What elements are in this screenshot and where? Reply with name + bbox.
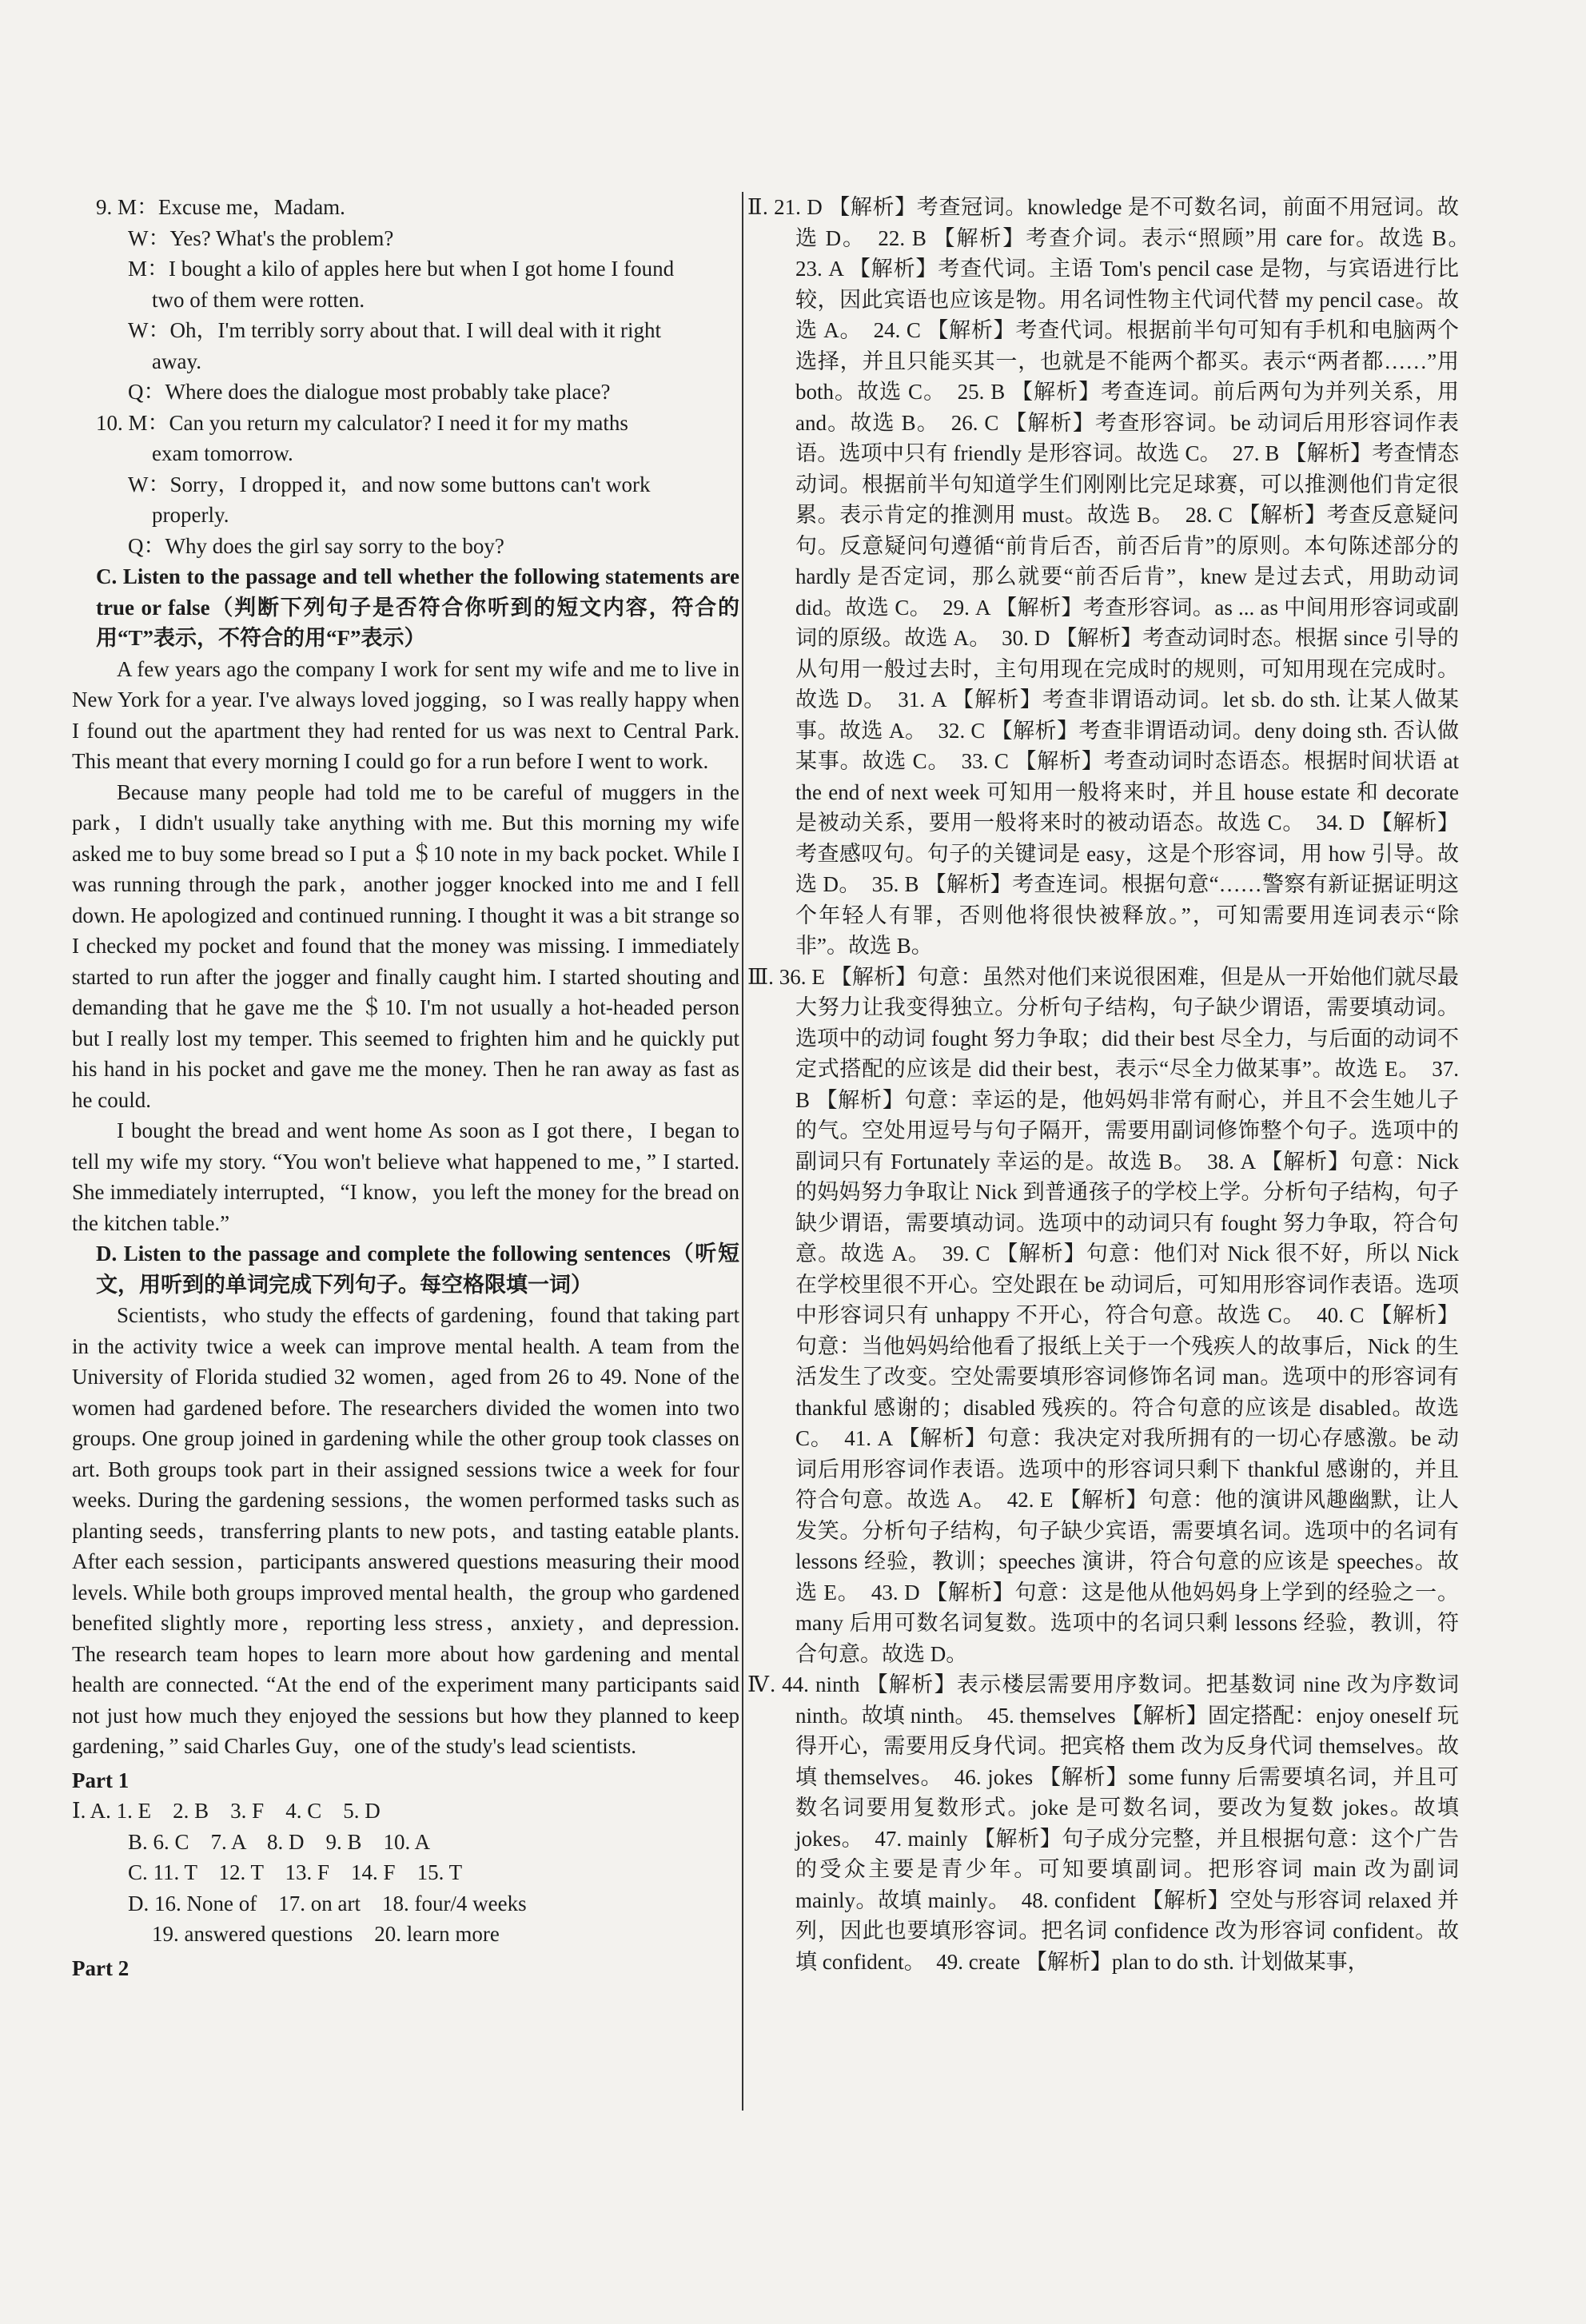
passage-c-paragraph: Because many people had told me to be careful of muggers in the park，I didn't usually take anything with me. But this morning my wife asked me to buy some bread so I put a ＄10 note in my back pocket. While I was running through the park，another jogger knocked into me and I fell down. He apologized and continued running. I thought it was a bit strange so I checked my pocket and found that the money was missing. I immediately started to run after the jogger and finally caught him. I started shouting and demanding that he gave me the ＄10. I'm not usually a hot-headed person but I really lost my temper. This seemed to frighten him and he quickly put his hand in his pocket and gave me the money. Then he ran away as fast as he could. xyxy=(72,779,739,1112)
passage-c-paragraph: A few years ago the company I work for sent my wife and me to live in New York for a year. I've always loved jogging，so I was really happy when I found out the apartment they had rented for us was next to Central Park. This meant that every morning I could go for a run before I went to work. xyxy=(72,656,739,773)
passage-c-paragraph: I bought the bread and went home As soon as I got there，I began to tell my wife my story. “You won't believe what happened to me，” I started. She immediately interrupted，“I know，you left the money for the bread on the kitchen table.” xyxy=(72,1118,739,1235)
dialogue-line: W：Sorry，I dropped it，and now some buttons can't work xyxy=(128,472,651,496)
dialogue-10 xyxy=(72,408,739,562)
part-2-title: Part 2 xyxy=(72,1955,130,1980)
dialogue-line: M：I bought a kilo of apples here but when I got home I found xyxy=(128,257,675,281)
dialogue-line: Q：Where does the dialogue most probably take place? xyxy=(128,380,611,404)
right-column xyxy=(747,192,1480,1977)
section-iii-answers: Ⅲ. 36. E 【解析】句意：虽然对他们来说很困难，但是从一开始他们就尽最大努力让我变得独立。分析句子结构，句子缺少谓语，需要填动词。选项中的动词 fought 努力争取；did their best 尽全力，与后面的动词不定式搭配的应该是 did their best，表示“尽全力做某事”。故选 E。 37. B 【解析】句意：幸运的是，他妈妈非常有耐心，并且不会生她儿子的气。空处用逗号与句子隔开，需要用副词修饰整个句子。选项中的副词只有 Fortunately 幸运的是。故选 B。 38. A 【解析】句意：Nick 的妈妈努力争取让 Nick 到普通孩子的学校上学。分析句子结构，句子缺少谓语，需要填动词。选项中的动词只有 fought 努力争取，符合句意。故选 A。 39. C 【解析】句意：他们对 Nick 很不好，所以 Nick 在学校里很不开心。空处跟在 be 动词后，可知用形容词作表语。选项中形容词只有 unhappy 不开心，符合句意。故选 C。 40. C 【解析】句意：当他妈妈给他看了报纸上关于一个残疾人的故事后，Nick 的生活发生了改变。空处需要填形容词修饰名词 man。选项中的形容词有 thankful 感谢的；disabled 残疾的。符合句意的应该是 disabled。故选 C。 41. A 【解析】句意：我决定对我所拥有的一切心存感激。be 动词后用形容词作表语。选项中的形容词只剩下 thankful 感谢的，并且符合句意。故选 A。 42. E 【解析】句意：他的演讲风趣幽默，让人发笑。分析句子结构，句子缺少宾语，需要填名词。选项中的名词有 lessons 经验，教训；speeches 演讲，符合句意的应该是 speeches。故选 E。 43. D 【解析】句意：这是他从他妈妈身上学到的经验之一。many 后用可数名词复数。选项中的名词只剩 lessons 经验，教训，符合句意。故选 D。 xyxy=(747,964,1459,1666)
answer-line: 19. answered questions 20. learn more xyxy=(152,1922,500,1946)
dialogue-line: away. xyxy=(152,349,201,373)
section-ii-answers: Ⅱ. 21. D 【解析】考查冠词。knowledge 是不可数名词，前面不用冠词。故选 D。 22. B 【解析】考查介词。表示“照顾”用 care for。故选 B。 23. A 【解析】考查代词。主语 Tom's pencil case 是物，与宾语进行比较，因此宾语也应该是物。用名词性物主代词代替 my pencil case。故选 A。 24. C 【解析】考查代词。根据前半句可知有手机和电脑两个选择，并且只能买其一，也就是不能两个都买。表示“两者都……”用 both。故选 C。 25. B 【解析】考查连词。前后两句为并列关系，用 and。故选 B。 26. C 【解析】考查形容词。be 动词后用形容词作表语。选项中只有 friendly 是形容词。故选 C。 27. B 【解析】考查情态动词。根据前半句知道学生们刚刚比完足球赛，可以推测他们肯定很累。表示肯定的推测用 must。故选 B。 28. C 【解析】考查反意疑问句。反意疑问句遵循“前肯后否，前否后肯”的原则。本句陈述部分的 hardly 是否定词，那么就要“前否后肯”，knew 是过去式，用助动词 did。故选 C。 29. A 【解析】考查形容词。as ... as 中间用形容词或副词的原级。故选 A。 30. D 【解析】考查动词时态。根据 since 引导的从句用一般过去时，主句用现在完成时的规则，可知用现在完成时。故选 D。 31. A 【解析】考查非谓语动词。let sb. do sth. 让某人做某事。故选 A。 32. C 【解析】考查非谓语动词。deny doing sth. 否认做某事。故选 C。 33. C 【解析】考查动词时态语态。根据时间状语 at the end of next week 可知用一般将来时，并且 house estate 和 decorate 是被动关系，要用一般将来时的被动语态。故选 C。 34. D 【解析】考查感叹句。句子的关键词是 easy，这是个形容词，用 how 引导。故选 D。 35. B 【解析】考查连词。根据句意“……警察有新证据证明这个年轻人有罪，否则他将很快被释放。”，可知需要用连词表示“除非”。故选 B。 xyxy=(747,195,1480,958)
answer-line: C. 11. T 12. T 13. F 14. F 15. T xyxy=(128,1860,463,1884)
section-iv-answers: Ⅳ. 44. ninth 【解析】表示楼层需要用序数词。把基数词 nine 改为序数词 ninth。故填 ninth。 45. themselves 【解析】固定搭配：enjoy oneself 玩得开心，需要用反身代词。把宾格 them 改为反身代词 themselves。故填 themselves。 46. jokes 【解析】some funny 后需要填名词，并且可数名词要用复数形式。joke 是可数名词，要改为复数 jokes。故填 jokes。 47. mainly 【解析】句子成分完整，并且根据句意：这个广告的受众主要是青少年。可知要填副词。把形容词 main 改为副词 mainly。故填 mainly。 48. confident 【解析】空处与形容词 relaxed 并列，因此也要填形容词。把名词 confidence 改为形容词 confident。故填 confident。 49. create 【解析】plan to do sth. 计划做某事， xyxy=(747,1672,1459,1974)
dialogue-line: 9. M：Excuse me，Madam. xyxy=(96,195,345,219)
answer-line: D. 16. None of 17. on art 18. four/4 weeks xyxy=(128,1891,527,1915)
dialogue-line: W：Yes? What's the problem? xyxy=(128,225,394,250)
dialogue-line: properly. xyxy=(152,503,229,527)
part-1-title: Part 1 xyxy=(72,1768,130,1792)
section-d-heading: D. Listen to the passage and complete the following sentences（听短文，用听到的单词完成下列句子。每空格限填一词） xyxy=(96,1242,739,1297)
answer-line: B. 6. C 7. A 8. D 9. B 10. A xyxy=(128,1829,431,1854)
answer-line: Ⅰ. A. 1. E 2. B 3. F 4. C 5. D xyxy=(72,1799,381,1823)
dialogue-line: exam tomorrow. xyxy=(152,441,293,465)
left-column xyxy=(72,192,739,1983)
dialogue-line: Q：Why does the girl say sorry to the boy? xyxy=(128,533,504,558)
section-c-heading: C. Listen to the passage and tell whether the following statements are true or false（判断下列句子是否符合你听到的短文内容，符合的用“T”表示，不符合的用“F”表示） xyxy=(96,564,739,650)
dialogue-9 xyxy=(72,192,739,408)
dialogue-line: 10. M：Can you return my calculator? I need it for my maths xyxy=(96,410,628,435)
column-divider xyxy=(742,192,743,2111)
dialogue-line: W：Oh，I'm terribly sorry about that. I will deal with it right xyxy=(128,318,661,342)
dialogue-line: two of them were rotten. xyxy=(152,287,365,312)
passage-d-paragraph: Scientists，who study the effects of gardening，found that taking part in the activity twice a week can improve mental health. A team from the University of Florida studied 32 women，aged from 26 to 49. None of the women had gardened before. The researchers divided the women into two groups. One group joined in gardening while the other group took classes on art. Both groups took part in their assigned sessions twice a week for four weeks. During the gardening sessions，the women performed tasks such as planting seeds，transferring plants to new pots，and tasting eatable plants. After each session，participants answered questions measuring their mood levels. While both groups improved mental health，the group who gardened benefited slightly more，reporting less stress，anxiety，and depression. The research team hopes to learn more about how gardening and mental health are connected. “At the end of the experiment many participants said not just how much they enjoyed the sessions but how they planned to keep gardening，” said Charles Guy，one of the study's lead scientists. xyxy=(72,1303,739,1758)
